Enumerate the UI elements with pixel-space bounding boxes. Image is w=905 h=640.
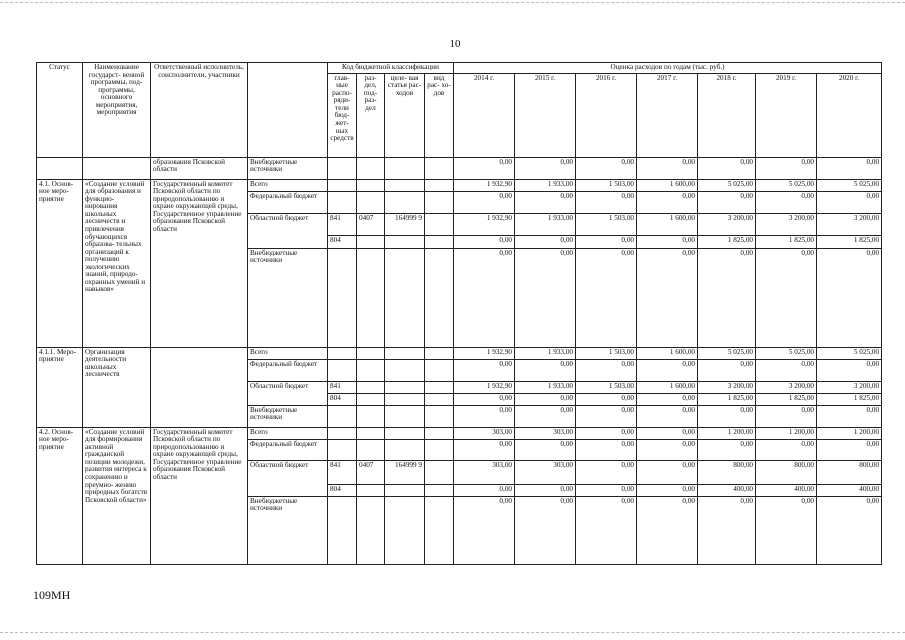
value-cell: 0,00	[454, 191, 515, 213]
value-cell: 0,00	[637, 157, 698, 179]
value-cell: 1 825,00	[817, 393, 882, 405]
value-cell: 0,00	[698, 248, 756, 347]
value-cell: 1 200,00	[817, 427, 882, 439]
col-status-header: Статус	[37, 63, 83, 158]
source-cell: Внебюджетные источники	[248, 496, 328, 564]
status-cell: 4.1.1. Меро- приятие	[37, 347, 83, 427]
value-cell: 400,00	[698, 484, 756, 496]
table-row	[37, 427, 882, 439]
status-cell: 4.1. Основ- ное меро- приятие	[37, 179, 83, 347]
value-cell: 0,00	[454, 484, 515, 496]
grbs-cell: 841	[328, 213, 357, 235]
value-cell: 0,00	[515, 439, 576, 460]
value-cell: 3 200,00	[756, 381, 817, 393]
value-cell: 0,00	[576, 405, 637, 427]
page-number: 10	[449, 38, 461, 50]
value-cell: 0,00	[515, 235, 576, 248]
value-cell: 0,00	[454, 235, 515, 248]
value-cell: 0,00	[756, 248, 817, 347]
name-cell: Организация деятельности школьных лесничеств	[83, 347, 151, 427]
value-cell: 0,00	[515, 157, 576, 179]
value-cell: 0,00	[454, 359, 515, 381]
value-cell: 1 503,00	[576, 213, 637, 235]
value-cell: 400,00	[817, 484, 882, 496]
value-cell: 0,00	[576, 191, 637, 213]
year-header: 2018 г.	[698, 73, 756, 157]
value-cell: 0,00	[756, 496, 817, 564]
source-cell: Областной бюджет	[248, 213, 328, 235]
value-cell: 0,00	[515, 496, 576, 564]
value-cell: 0,00	[698, 157, 756, 179]
col-rzpr-header: раз- дел, под- раз- дел	[357, 73, 385, 157]
value-cell: 0,00	[576, 248, 637, 347]
value-cell: 0,00	[698, 405, 756, 427]
value-cell: 0,00	[637, 191, 698, 213]
value-cell: 0,00	[637, 393, 698, 405]
source-cell: Областной бюджет	[248, 460, 328, 484]
value-cell: 0,00	[637, 460, 698, 484]
col-source-header	[248, 63, 328, 158]
scan-edge-top	[0, 2, 905, 3]
value-cell: 5 025,00	[698, 179, 756, 191]
value-cell: 0,00	[454, 393, 515, 405]
grbs-cell: 841	[328, 381, 357, 393]
value-cell: 1 600,00	[637, 213, 698, 235]
value-cell: 0,00	[576, 359, 637, 381]
value-cell: 1 932,90	[454, 381, 515, 393]
value-cell: 0,00	[515, 484, 576, 496]
value-cell: 0,00	[576, 439, 637, 460]
value-cell: 0,00	[515, 359, 576, 381]
col-name-header: Наименование государст- венной программы, под- программы, основного мероприятия, мероприятия	[83, 63, 151, 158]
value-cell: 0,00	[637, 439, 698, 460]
value-cell: 5 025,00	[817, 347, 882, 359]
responsible-cell: образования Псковской области	[151, 157, 248, 179]
value-cell: 1 933,00	[515, 347, 576, 359]
source-cell: Внебюджетные источники	[248, 405, 328, 427]
value-cell: 800,00	[698, 460, 756, 484]
value-cell: 5 025,00	[698, 347, 756, 359]
value-cell: 0,00	[817, 157, 882, 179]
value-cell: 1 600,00	[637, 381, 698, 393]
value-cell: 0,00	[698, 496, 756, 564]
col-csr-header: целе- вая статья рас- ходов	[385, 73, 425, 157]
value-cell: 0,00	[756, 157, 817, 179]
value-cell: 1 600,00	[637, 179, 698, 191]
value-cell: 400,00	[756, 484, 817, 496]
value-cell: 0,00	[576, 460, 637, 484]
value-cell: 0,00	[756, 191, 817, 213]
name-cell	[83, 157, 151, 179]
value-cell: 1 825,00	[817, 235, 882, 248]
year-header: 2017 г.	[637, 73, 698, 157]
value-cell: 0,00	[515, 248, 576, 347]
value-cell: 0,00	[576, 393, 637, 405]
col-grbs-header: глав- ные распо- ряди- тели бюд- жет- ных средств	[328, 73, 357, 157]
value-cell: 0,00	[515, 393, 576, 405]
value-cell: 800,00	[756, 460, 817, 484]
table-row	[37, 157, 882, 179]
value-cell: 1 503,00	[576, 381, 637, 393]
value-cell: 0,00	[576, 427, 637, 439]
source-cell: Всего	[248, 347, 328, 359]
value-cell: 0,00	[756, 405, 817, 427]
bcc-group-header: Код бюджетной классификации	[328, 63, 454, 74]
source-cell: Внебюджетные источники	[248, 157, 328, 179]
value-cell: 0,00	[637, 359, 698, 381]
grbs-cell: 804	[328, 484, 357, 496]
budget-table	[36, 62, 882, 565]
value-cell: 0,00	[454, 248, 515, 347]
grbs-cell: 804	[328, 393, 357, 405]
source-cell: Федеральный бюджет	[248, 191, 328, 213]
value-cell: 1 933,00	[515, 213, 576, 235]
source-cell: Внебюджетные источники	[248, 248, 328, 347]
value-cell: 0,00	[698, 191, 756, 213]
year-header: 2019 г.	[756, 73, 817, 157]
name-cell: «Создание условий для образования и функцио- нирования школьных лесничеств и привлечения обучающихся образова- тельных организаций к получению экологических знаний, природо- охранных умений и навыков»	[83, 179, 151, 347]
responsible-cell	[151, 347, 248, 427]
value-cell: 0,00	[576, 235, 637, 248]
value-cell: 0,00	[637, 235, 698, 248]
value-cell: 1 932,90	[454, 179, 515, 191]
year-header: 2015 г.	[515, 73, 576, 157]
value-cell: 0,00	[515, 405, 576, 427]
source-cell: Федеральный бюджет	[248, 359, 328, 381]
value-cell: 3 200,00	[817, 381, 882, 393]
value-cell: 5 025,00	[756, 179, 817, 191]
value-cell: 0,00	[637, 248, 698, 347]
value-cell: 0,00	[576, 157, 637, 179]
value-cell: 0,00	[454, 496, 515, 564]
value-cell: 303,00	[515, 460, 576, 484]
value-cell: 0,00	[698, 439, 756, 460]
value-cell: 0,00	[637, 484, 698, 496]
value-cell: 3 200,00	[698, 381, 756, 393]
col-vr-header: вид рас- хо- дов	[425, 73, 454, 157]
value-cell: 0,00	[756, 359, 817, 381]
estimate-group-header: Оценка расходов по годам (тыс. руб.)	[454, 63, 882, 74]
csr-cell: 164999 9	[385, 213, 425, 235]
value-cell: 1 825,00	[698, 393, 756, 405]
value-cell: 1 200,00	[756, 427, 817, 439]
value-cell: 303,00	[515, 427, 576, 439]
name-cell: «Создание условий для формирования активной гражданской позиции молодежи, развития интереса к сохранению и преумно- жению природных богатств Псковской области»	[83, 427, 151, 564]
value-cell: 1 932,90	[454, 347, 515, 359]
value-cell: 0,00	[454, 439, 515, 460]
value-cell: 1 503,00	[576, 347, 637, 359]
value-cell: 3 200,00	[817, 213, 882, 235]
source-cell: Областной бюджет	[248, 381, 328, 393]
value-cell: 1 600,00	[637, 347, 698, 359]
source-cell	[248, 235, 328, 248]
value-cell: 1 932,90	[454, 213, 515, 235]
rzpr-cell: 0407	[357, 460, 385, 484]
value-cell: 0,00	[454, 405, 515, 427]
source-cell: Всего	[248, 427, 328, 439]
value-cell: 303,00	[454, 460, 515, 484]
source-cell	[248, 484, 328, 496]
value-cell: 1 200,00	[698, 427, 756, 439]
value-cell: 0,00	[817, 248, 882, 347]
table-row	[37, 179, 882, 191]
value-cell: 0,00	[637, 496, 698, 564]
scan-edge-bottom	[0, 632, 905, 633]
year-header: 2020 г.	[817, 73, 882, 157]
csr-cell: 164999 9	[385, 460, 425, 484]
value-cell: 0,00	[576, 496, 637, 564]
value-cell: 0,00	[454, 157, 515, 179]
year-header: 2014 г.	[454, 73, 515, 157]
status-cell	[37, 157, 83, 179]
value-cell: 5 025,00	[756, 347, 817, 359]
value-cell: 3 200,00	[698, 213, 756, 235]
value-cell: 1 933,00	[515, 381, 576, 393]
value-cell: 0,00	[576, 484, 637, 496]
value-cell: 303,00	[454, 427, 515, 439]
rzpr-cell: 0407	[357, 213, 385, 235]
value-cell: 0,00	[637, 405, 698, 427]
value-cell: 1 503,00	[576, 179, 637, 191]
year-header: 2016 г.	[576, 73, 637, 157]
value-cell: 0,00	[817, 405, 882, 427]
value-cell: 0,00	[756, 439, 817, 460]
grbs-cell: 841	[328, 460, 357, 484]
value-cell: 1 825,00	[698, 235, 756, 248]
source-cell: Всего	[248, 179, 328, 191]
value-cell: 3 200,00	[756, 213, 817, 235]
value-cell: 800,00	[817, 460, 882, 484]
source-cell	[248, 393, 328, 405]
value-cell: 0,00	[817, 191, 882, 213]
value-cell: 1 825,00	[756, 235, 817, 248]
value-cell: 0,00	[817, 439, 882, 460]
value-cell: 5 025,00	[817, 179, 882, 191]
grbs-cell: 804	[328, 235, 357, 248]
status-cell: 4.2. Основ- ное меро- приятие	[37, 427, 83, 564]
value-cell: 1 933,00	[515, 179, 576, 191]
value-cell: 0,00	[698, 359, 756, 381]
col-responsible-header: Ответственный исполнитель, соисполнители, участники	[151, 63, 248, 158]
source-cell: Федеральный бюджет	[248, 439, 328, 460]
table-row	[37, 347, 882, 359]
value-cell: 0,00	[817, 359, 882, 381]
value-cell: 1 825,00	[756, 393, 817, 405]
value-cell: 0,00	[515, 191, 576, 213]
value-cell: 0,00	[817, 496, 882, 564]
responsible-cell: Государственный комитет Псковской области по природопользованию и охране окружающей среды, Государственное управление образования Псковской области	[151, 427, 248, 564]
value-cell: 0,00	[637, 427, 698, 439]
document-code: 109МН	[33, 588, 71, 602]
responsible-cell: Государственный комитет Псковской области по природопользованию и охране окружающей среды, Государственное управление образования Псковской области	[151, 179, 248, 347]
header-row-1	[37, 63, 882, 74]
